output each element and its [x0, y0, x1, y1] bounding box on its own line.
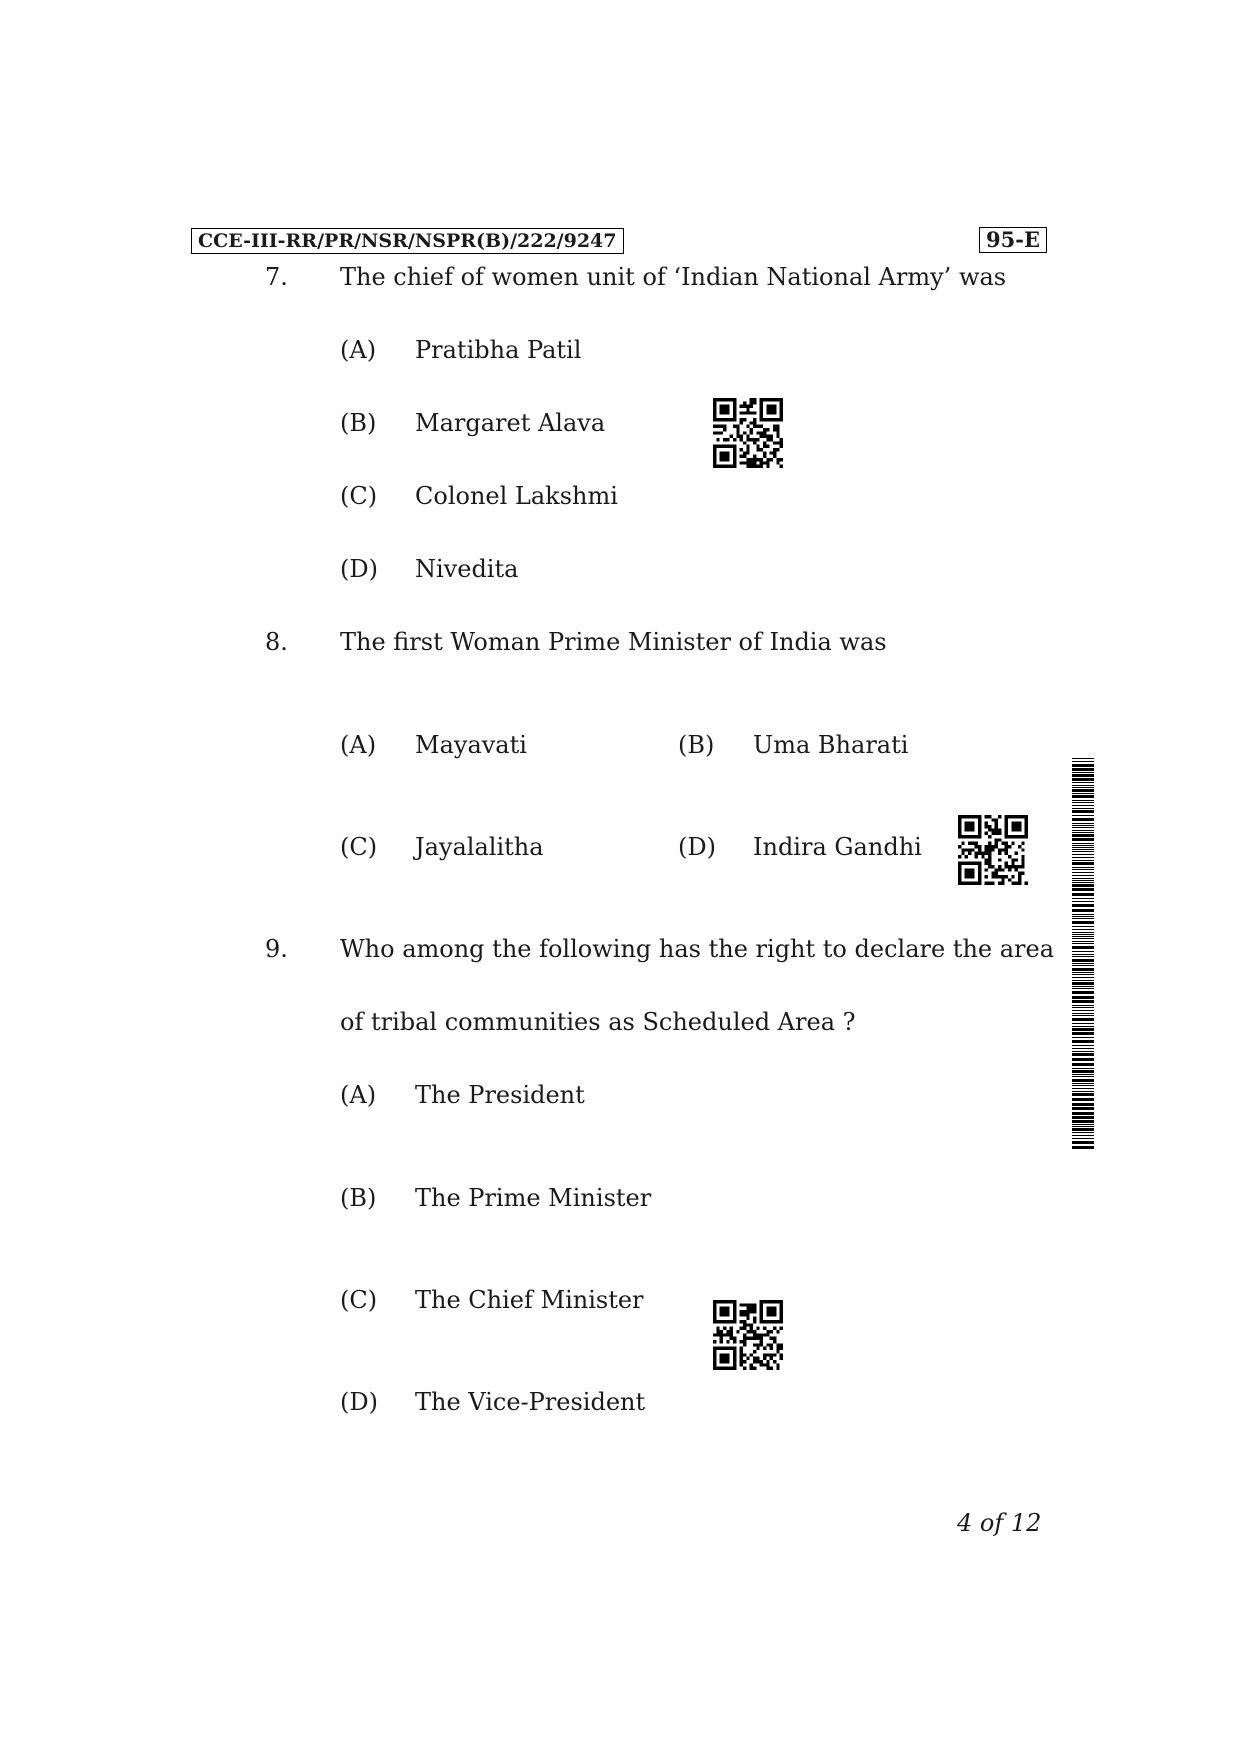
q8-option-a-text: Mayavati [415, 731, 527, 759]
set-code: 95-E [979, 227, 1047, 253]
q8-option-c-text: Jayalalitha [415, 833, 544, 861]
q9-option-c-text: The Chief Minister [415, 1286, 644, 1314]
q8-option-d-text: Indira Gandhi [753, 833, 922, 861]
q9-option-d-label: (D) [340, 1388, 378, 1416]
q8-option-b-label: (B) [678, 731, 715, 759]
q9-option-b-text: The Prime Minister [415, 1184, 652, 1212]
question-7-text: The chief of women unit of ‘Indian National Army’ was [340, 263, 1007, 291]
question-9-text-line-1: Who among the following has the right to declare the area [340, 935, 1055, 963]
q7-option-c-text: Colonel Lakshmi [415, 482, 618, 510]
q9-option-c-label: (C) [340, 1286, 378, 1314]
q7-option-b-text: Margaret Alava [415, 409, 606, 437]
qr-code-icon [713, 398, 783, 468]
q8-option-c-label: (C) [340, 833, 378, 861]
q7-option-d-label: (D) [340, 555, 378, 583]
q9-option-b-label: (B) [340, 1184, 377, 1212]
question-9-text-line-2: of tribal communities as Scheduled Area ? [340, 1008, 856, 1036]
q9-option-d-text: The Vice-President [415, 1388, 646, 1416]
q7-option-d-text: Nivedita [415, 555, 519, 583]
q8-option-d-label: (D) [678, 833, 716, 861]
q8-option-b-text: Uma Bharati [753, 731, 909, 759]
question-8-number: 8. [265, 628, 288, 656]
question-9-number: 9. [265, 935, 288, 963]
qr-code-icon [958, 815, 1028, 885]
page-number: 4 of 12 [957, 1509, 1042, 1537]
paper-code: CCE-III-RR/PR/NSR/NSPR(B)/222/9247 [191, 228, 624, 254]
q9-option-a-label: (A) [340, 1081, 377, 1109]
q8-option-a-label: (A) [340, 731, 377, 759]
q7-option-a-label: (A) [340, 336, 377, 364]
q7-option-b-label: (B) [340, 409, 377, 437]
barcode-icon [1072, 758, 1094, 1150]
q7-option-c-label: (C) [340, 482, 378, 510]
question-7-number: 7. [265, 263, 288, 291]
q7-option-a-text: Pratibha Patil [415, 336, 582, 364]
qr-code-icon [713, 1300, 783, 1370]
question-8-text: The first Woman Prime Minister of India was [340, 628, 887, 656]
q9-option-a-text: The President [415, 1081, 585, 1109]
